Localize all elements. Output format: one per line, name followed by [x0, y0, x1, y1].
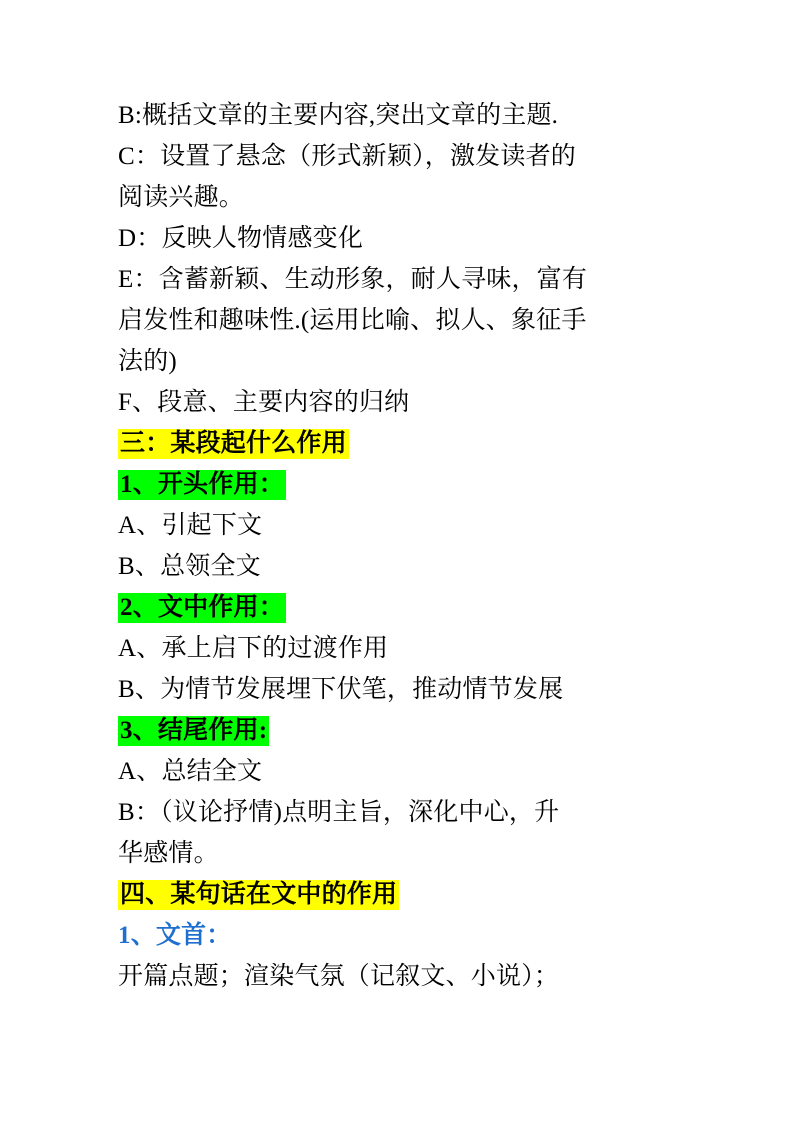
paragraph-line: [118, 177, 675, 218]
line-text: 开篇点题；渲染气氛（记叙文、小说）；: [118, 963, 560, 990]
subsection-heading-middle: [118, 587, 675, 628]
paragraph-line: [118, 833, 675, 874]
line-text: 华感情。: [118, 840, 219, 867]
paragraph-line: [118, 669, 675, 710]
document-body: [118, 95, 675, 997]
line-text: 阅读兴趣。: [118, 184, 245, 211]
highlighted-heading-text: 三：某段起什么作用: [120, 430, 347, 457]
line-text: 法的): [118, 348, 177, 375]
line-text: A、承上启下的过渡作用: [118, 635, 389, 662]
paragraph-line: [118, 792, 675, 833]
line-text: 启发性和趣味性.(运用比喻、拟人、象征手: [118, 307, 587, 334]
line-text: B:概括文章的主要内容,突出文章的主题.: [118, 102, 559, 129]
highlighted-heading-text: 3、结尾作用:: [120, 717, 268, 744]
highlighted-heading-text: 1、开头作用：: [120, 471, 284, 498]
line-text: E：含蓄新颖、生动形象，耐人寻味，富有: [118, 266, 588, 293]
paragraph-line: [118, 382, 675, 423]
line-text: A、引起下文: [118, 512, 263, 539]
paragraph-line: [118, 341, 675, 382]
line-text: A、总结全文: [118, 758, 263, 785]
paragraph-line: [118, 505, 675, 546]
paragraph-line: [118, 956, 675, 997]
subsection-heading-ending: [118, 710, 675, 751]
highlighted-heading-text: 四、某句话在文中的作用: [120, 881, 398, 908]
subsection-heading-first-sentence: [118, 915, 675, 956]
line-text: B：（议论抒情)点明主旨，深化中心，升: [118, 799, 560, 826]
line-text: B、总领全文: [118, 553, 261, 580]
section-heading-three: [118, 423, 675, 464]
paragraph-line: [118, 751, 675, 792]
highlighted-heading-text: 2、文中作用：: [120, 594, 284, 621]
line-text: B、为情节发展埋下伏笔，推动情节发展: [118, 676, 564, 703]
blue-heading-text: 1、文首：: [118, 922, 232, 949]
subsection-heading-opening: [118, 464, 675, 505]
paragraph-line: [118, 218, 675, 259]
line-text: C：设置了悬念（形式新颖），激发读者的: [118, 143, 576, 170]
paragraph-line: [118, 259, 675, 300]
line-text: F、段意、主要内容的归纳: [118, 389, 410, 416]
section-heading-four: [118, 874, 675, 915]
paragraph-line: [118, 95, 675, 136]
paragraph-line: [118, 546, 675, 587]
paragraph-line: [118, 300, 675, 341]
line-text: D：反映人物情感变化: [118, 225, 364, 252]
paragraph-line: [118, 628, 675, 669]
paragraph-line: [118, 136, 675, 177]
